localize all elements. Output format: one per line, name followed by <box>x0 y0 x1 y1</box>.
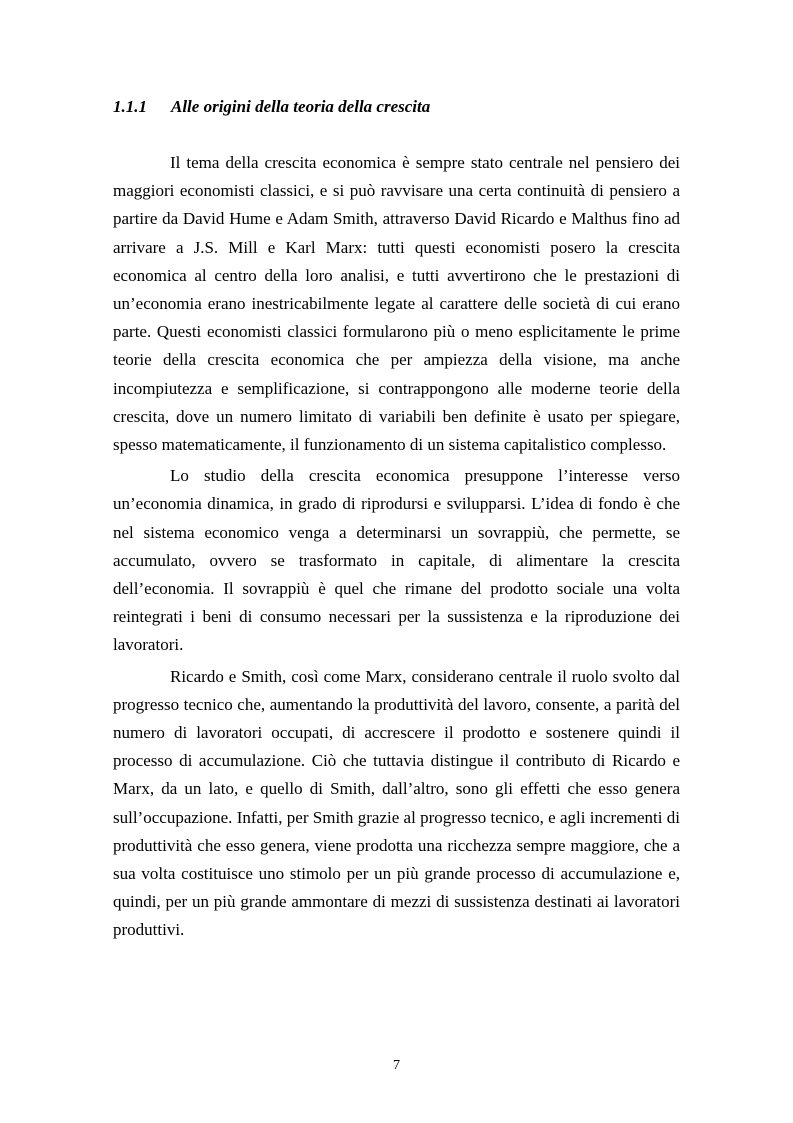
section-number: 1.1.1 <box>113 97 147 116</box>
section-title: Alle origini della teoria della crescita <box>171 97 431 116</box>
paragraph-3: Ricardo e Smith, così come Marx, considerano centrale il ruolo svolto dal progresso tecnico che, aumentando la produttività del lavoro, consente, a parità del numero di lavoratori occupati, di accrescere il prodotto e sostenere quindi il processo di accumulazione. Ciò che tuttavia distingue il contributo di Ricardo e Marx, da un lato, e quello di Smith, dall’altro, sono gli effetti che esso genera sull’occupazione. Infatti, per Smith grazie al progresso tecnico, e agli incrementi di produttività che esso genera, viene prodotta una ricchezza sempre maggiore, che a sua volta costituisce uno stimolo per un più grande processo di accumulazione e, quindi, per un più grande ammontare di mezzi di sussistenza destinati ai lavoratori produttivi. <box>113 666 680 940</box>
paragraph-2: Lo studio della crescita economica presuppone l’interesse verso un’economia dinamica, in grado di riprodursi e svilupparsi. L’idea di fondo è che nel sistema economico venga a determinarsi un sovrappiù, che permette, se accumulato, ovvero se trasformato in capitale, di alimentare la crescita dell’economia. Il sovrappiù è quel che rimane del prodotto sociale una volta reintegrati i beni di consumo necessari per la sussistenza e la riproduzione dei lavoratori. <box>113 466 680 655</box>
section-heading <box>113 96 430 118</box>
body-text <box>113 149 680 948</box>
paragraph-1: Il tema della crescita economica è sempre stato centrale nel pensiero dei maggiori economisti classici, e si può ravvisare una certa continuità di pensiero a partire da David Hume e Adam Smith, attraverso David Ricardo e Malthus fino ad arrivare a J.S. Mill e Karl Marx: tutti questi economisti posero la crescita economica al centro della loro analisi, e tutti avvertirono che le prestazioni di un’economia erano inestricabilmente legate al carattere delle società di cui erano parte. Questi economisti classici formularono più o meno esplicitamente le prime teorie della crescita economica che per ampiezza della visione, ma anche incompiutezza e semplificazione, si contrappongono alle moderne teorie della crescita, dove un numero limitato di variabili ben definite è usato per spiegare, spesso matematicamente, il funzionamento di un sistema capitalistico complesso. <box>113 153 680 455</box>
page-number: 7 <box>393 1058 400 1073</box>
